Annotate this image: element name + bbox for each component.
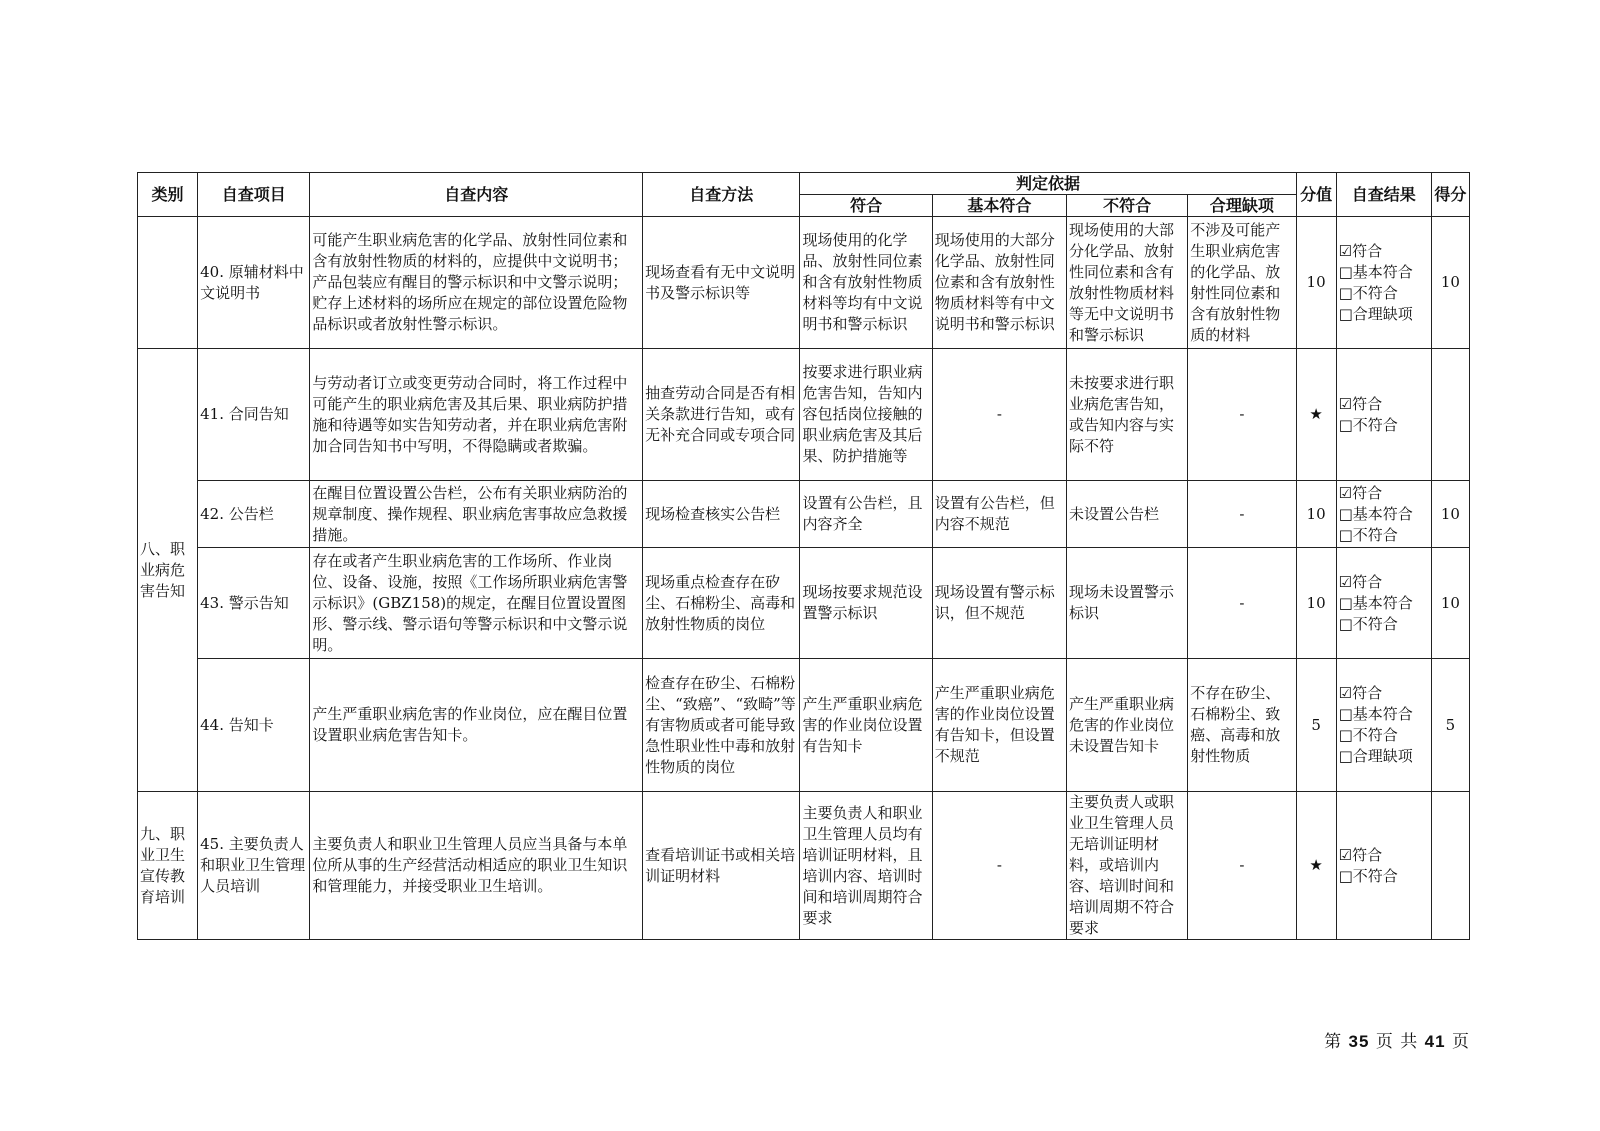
header-nonconform: 不符合 [1067,195,1188,217]
method-cell: 检查存在矽尘、石棉粉尘、“致癌”、“致畸”等有害物质或者可能导致急性职业性中毒和放射性物质的岗位 [643,659,800,792]
result-option[interactable]: □合理缺项 [1338,747,1413,765]
basic-cell: - [932,349,1066,481]
header-category: 类别 [138,173,198,217]
item-cell: 45. 主要负责人和职业卫生管理人员培训 [198,792,310,940]
item-cell: 40. 原辅材料中文说明书 [198,217,310,349]
method-cell: 现场重点检查存在矽尘、石棉粉尘、高毒和放射性物质的岗位 [643,548,800,659]
table-header [138,173,1470,217]
header-score: 得分 [1431,173,1469,217]
nonconform-cell: 主要负责人或职业卫生管理人员无培训证明材料，或培训内容、培训时间和培训周期不符合要求 [1067,792,1188,940]
footer-prefix: 第 [1324,1032,1343,1052]
reasonable-cell: - [1188,548,1296,659]
result-option[interactable]: ☑符合 [1338,483,1383,502]
footer-middle: 页 共 [1375,1032,1419,1052]
result-option[interactable]: □合理缺项 [1338,304,1413,323]
reasonable-cell: 不存在矽尘、石棉粉尘、致癌、高毒和放射性物质 [1188,659,1296,792]
content-cell: 在醒目位置设置公告栏，公布有关职业病防治的规章制度、操作规程、职业病危害事故应急救援措施。 [310,481,643,548]
result-option[interactable]: ☑符合 [1338,572,1383,591]
header-method: 自查方法 [643,173,800,217]
result-cell [1336,217,1431,349]
score-value-cell: ★ [1296,792,1336,940]
current-page: 35 [1348,1032,1370,1051]
header-item: 自查项目 [198,173,310,217]
result-option[interactable]: □不符合 [1338,283,1398,302]
conform-cell: 主要负责人和职业卫生管理人员均有培训证明材料，且培训内容、培训时间和培训周期符合要求 [800,792,932,940]
content-cell: 可能产生职业病危害的化学品、放射性同位素和含有放射性物质的材料的，应提供中文说明书；产品包装应有醒目的警示标识和中文警示说明；贮存上述材料的场所应在规定的部位设置危险物品标识或者放射性警示标识。 [310,217,643,349]
total-pages: 41 [1424,1032,1446,1051]
conform-cell: 设置有公告栏，且内容齐全 [800,481,932,548]
method-cell: 抽查劳动合同是否有相关条款进行告知，或有无补充合同或专项合同 [643,349,800,481]
table-row [138,217,1470,349]
score-cell: 5 [1431,659,1469,792]
reasonable-cell: - [1188,792,1296,940]
result-option[interactable]: □基本符合 [1338,593,1413,612]
reasonable-cell: - [1188,481,1296,548]
table-row [138,659,1470,792]
item-cell: 41. 合同告知 [198,349,310,481]
basic-cell: 产生严重职业病危害的作业岗位设置有告知卡，但设置不规范 [932,659,1066,792]
score-value-cell: 10 [1296,548,1336,659]
table-row [138,792,1470,940]
score-cell [1431,349,1469,481]
basic-cell: 现场设置有警示标识，但不规范 [932,548,1066,659]
conform-cell: 按要求进行职业病危害告知，告知内容包括岗位接触的职业病危害及其后果、防护措施等 [800,349,932,481]
item-cell: 43. 警示告知 [198,548,310,659]
score-cell [1431,792,1469,940]
header-reasonable: 合理缺项 [1188,195,1296,217]
result-cell [1336,548,1431,659]
content-cell: 产生严重职业病危害的作业岗位，应在醒目位置设置职业病危害告知卡。 [310,659,643,792]
item-cell: 42. 公告栏 [198,481,310,548]
category-cell [138,217,198,349]
nonconform-cell: 产生严重职业病危害的作业岗位未设置告知卡 [1067,659,1188,792]
score-cell: 10 [1431,481,1469,548]
result-cell [1336,792,1431,940]
content-cell: 主要负责人和职业卫生管理人员应当具备与本单位所从事的生产经营活动相适应的职业卫生知识和管理能力，并接受职业卫生培训。 [310,792,643,940]
result-option[interactable]: □基本符合 [1338,705,1413,723]
result-cell [1336,659,1431,792]
result-option[interactable]: □不符合 [1338,415,1398,434]
result-cell [1336,481,1431,548]
nonconform-cell: 未按要求进行职业病危害告知，或告知内容与实际不符 [1067,349,1188,481]
result-option[interactable]: ☑符合 [1338,394,1383,413]
content-cell: 存在或者产生职业病危害的工作场所、作业岗位、设备、设施，按照《工作场所职业病危害警示标识》(GBZ158)的规定，在醒目位置设置图形、警示线、警示语句等警示标识和中文警示说明。 [310,548,643,659]
score-value-cell: 5 [1296,659,1336,792]
conform-cell: 现场按要求规范设置警示标识 [800,548,932,659]
header-result: 自查结果 [1336,173,1431,217]
footer-suffix: 页 [1452,1032,1470,1052]
result-option[interactable]: □不符合 [1338,866,1398,885]
category-cell: 八、职业病危害告知 [138,349,198,792]
reasonable-cell: - [1188,349,1296,481]
header-basis: 判定依据 [800,173,1296,195]
content-cell: 与劳动者订立或变更劳动合同时，将工作过程中可能产生的职业病危害及其后果、职业病防护措施和待遇等如实告知劳动者，并在职业病危害附加合同告知书中写明，不得隐瞒或者欺骗。 [310,349,643,481]
category-cell: 九、职业卫生宣传教育培训 [138,792,198,940]
self-inspection-table [137,172,1470,940]
result-option[interactable]: ☑符合 [1338,845,1383,864]
item-cell: 44. 告知卡 [198,659,310,792]
score-value-cell: ★ [1296,349,1336,481]
score-value-cell: 10 [1296,481,1336,548]
nonconform-cell: 未设置公告栏 [1067,481,1188,548]
header-content: 自查内容 [310,173,643,217]
table-row [138,548,1470,659]
result-option[interactable]: □基本符合 [1338,504,1413,523]
result-option[interactable]: □不符合 [1338,726,1398,744]
reasonable-cell: 不涉及可能产生职业病危害的化学品、放射性同位素和含有放射性物质的材料 [1188,217,1296,349]
basic-cell: 设置有公告栏，但内容不规范 [932,481,1066,548]
method-cell: 现场检查核实公告栏 [643,481,800,548]
result-option[interactable]: □基本符合 [1338,262,1413,281]
result-cell [1336,349,1431,481]
header-conform: 符合 [800,195,932,217]
basic-cell: - [932,792,1066,940]
result-option[interactable]: □不符合 [1338,614,1398,633]
header-basic: 基本符合 [932,195,1066,217]
nonconform-cell: 现场使用的大部分化学品、放射性同位素和含有放射性物质材料等无中文说明书和警示标识 [1067,217,1188,349]
header-score-value: 分值 [1296,173,1336,217]
score-value-cell: 10 [1296,217,1336,349]
method-cell: 现场查看有无中文说明书及警示标识等 [643,217,800,349]
result-option[interactable]: □不符合 [1338,525,1398,544]
table-row [138,349,1470,481]
table-row [138,481,1470,548]
nonconform-cell: 现场未设置警示标识 [1067,548,1188,659]
result-option[interactable]: ☑符合 [1338,241,1383,260]
page-number [1324,1027,1470,1052]
basic-cell: 现场使用的大部分化学品、放射性同位素和含有放射性物质材料等有中文说明书和警示标识 [932,217,1066,349]
method-cell: 查看培训证书或相关培训证明材料 [643,792,800,940]
conform-cell: 产生严重职业病危害的作业岗位设置有告知卡 [800,659,932,792]
conform-cell: 现场使用的化学品、放射性同位素和含有放射性物质材料等均有中文说明书和警示标识 [800,217,932,349]
result-option[interactable]: ☑符合 [1338,684,1383,702]
score-cell: 10 [1431,548,1469,659]
score-cell: 10 [1431,217,1469,349]
